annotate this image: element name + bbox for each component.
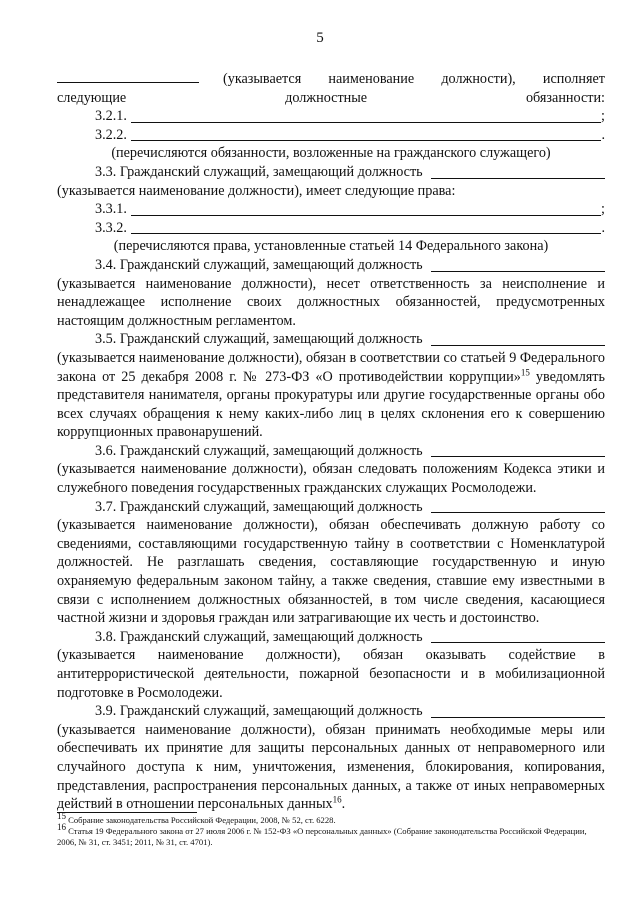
section-3-2-2: 3.2.2. . [95,126,605,143]
section-3-8-cont: (указывается наименование должности), обязан оказывать содействие в антитеррористической деятельности, пожарной безопасности и в мобилизационной подготовке в Росмолодежи. [57,647,605,701]
section-3-2-note: (перечисляются обязанности, возложенные на гражданского служащего) [111,145,551,162]
section-3-3-cont: (указывается наименование должности), имеет следующие права: [57,182,456,199]
section-3-7-lead: 3.7. Гражданский служащий, замещающий должность [57,498,605,517]
footnotes [57,811,605,848]
footnote-ref: 16 [332,794,342,805]
section-3-8-lead: 3.8. Гражданский служащий, замещающий должность [57,628,605,647]
section-3-3-2: 3.3.2. . [95,219,605,236]
section-3-4-lead: 3.4. Гражданский служащий, замещающий должность [57,256,605,275]
section-3-6-lead: 3.6. Гражданский служащий, замещающий должность [57,442,605,461]
blank-line [431,344,605,346]
section-3-2-1: 3.2.1. ; [95,108,605,125]
footnote-divider [57,812,197,813]
page-number: 5 [316,30,324,46]
section-3-3-lead: 3.3. Гражданский служащий, замещающий должность [57,163,605,182]
blank-line [431,455,605,457]
section-3-5-lead: 3.5. Гражданский служащий, замещающий должность [57,330,605,349]
blank-line [57,70,199,83]
blank-line [431,177,605,179]
footnote-15: $^{15}$ Собрание законодательства Российской Федерации, 2008, № 52, ст. 6228. [57,811,336,825]
blank-line [431,641,605,643]
blank-line [131,121,601,123]
section-3-3-1: 3.3.1. ; [95,201,605,218]
blank-line [431,511,605,513]
section-3-3-note: (перечисляются права, установленные статьей 14 Федерального закона) [113,238,549,255]
section-3-7-cont: (указывается наименование должности), обязан обеспечивать должную работу со сведениями, составляющими государственную тайну в соответствии с Номенклатурой должностей. Не разглашать сведения, составляющие государственную и иную охраняемую федеральным законом тайну, а также сведения, ставшие ему известными в связи с исполнением должностных обязанностей, в том числе сведения, касающиеся частной жизни и здоровья граждан или затрагивающие их честь и достоинство. [57,517,605,627]
section-3-2-intro: (указывается наименование должности), исполняет следующие должностные обязанности: [57,71,605,106]
footnote-ref: 15 [520,366,530,377]
blank-line [131,232,602,234]
section-3-9-lead: 3.9. Гражданский служащий, замещающий должность [57,702,605,721]
section-3-5-cont: (указывается наименование должности), обязан в соответствии со статьей 9 Федерального закона от 25 декабря 2008 г. № 273-ФЗ «О противодействии коррупции»$^{15}$ уведомлять представителя нанимателя, органы прокуратуры или другие государственные органы обо всех случаях обращения к нему каких-либо лиц в целях склонения его к совершению коррупционных правонарушений. [57,349,605,441]
blank-line [431,716,605,718]
footnote-16: $^{16}$ Статья 19 Федерального закона от 27 июля 2006 г. № 152-ФЗ «О персональных данных» (Собрание законодательства Российской Федерации, 2006, № 31, ст. 3451; 2011, № 31, ст. 4701). [57,822,587,847]
section-3-6-cont: (указывается наименование должности), обязан следовать положениям Кодекса этики и служебного поведения государственных гражданских служащих Росмолодежи. [57,461,605,497]
blank-line [431,270,605,272]
blank-line [131,214,601,216]
section-3-4-cont: (указывается наименование должности), несет ответственность за неисполнение и ненадлежащее исполнение своих должностных обязанностей, предусмотренных настоящим должностным регламентом. [57,275,605,329]
document-body [57,70,605,814]
blank-line [131,139,602,141]
section-3-9-cont: (указывается наименование должности), обязан принимать необходимые меры или обеспечивать их принятие для защиты персональных данных от неправомерного или случайного доступа к ним, уничтожения, изменения, блокирования, копирования, представления, распространения персональных данных, а также от иных неправомерных действий в отношении персональных данных$^{16}$. [57,721,605,813]
